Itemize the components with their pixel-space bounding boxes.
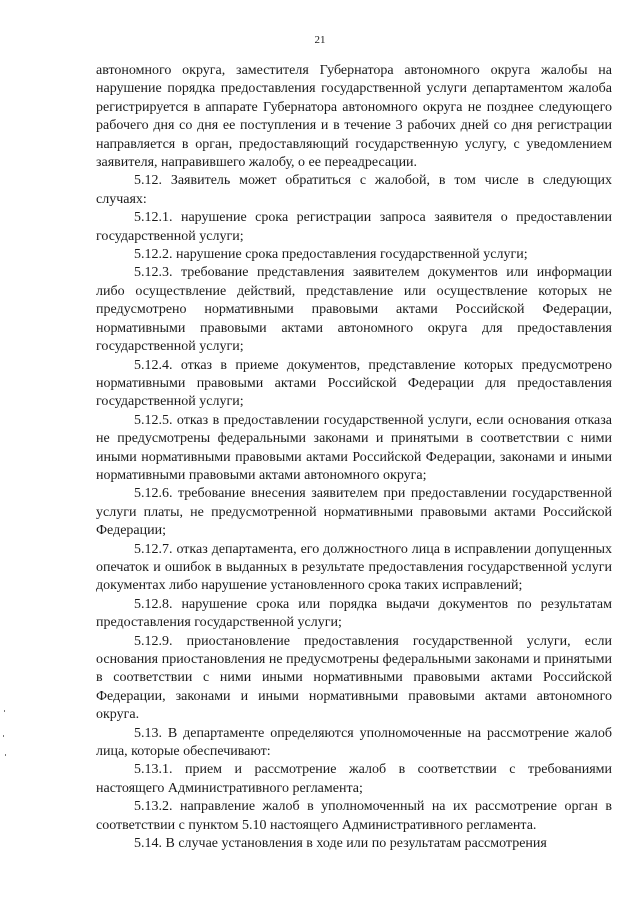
paragraph-continuation: автономного округа, заместителя Губернатора автономного округа жалобы на нарушение порядка предоставления государственной услуги департаментом жалоба регистрируется в аппарате Губернатора автономного округа не позднее следующего рабочего дня со дня ее поступления и в течение 3 рабочих дней со дня регистрации направляется в орган, предоставляющий государственную услугу, с уведомлением заявителя, направившего жалобу, о ее переадресации. xyxy=(96,63,612,171)
paragraph-5-12-7: 5.12.7. отказ департамента, его должностного лица в исправлении допущенных опечаток и ошибок в выданных в результате предоставления государственной услуги документах либо нарушение установленного срока таких исправлений; xyxy=(96,541,612,594)
paragraph-5-12-2: 5.12.2. нарушение срока предоставления государственной услуги; xyxy=(134,247,528,263)
paragraph-5-12-9: 5.12.9. приостановление предоставления государственной услуги, если основания приостановления не предусмотрены федеральными законами и принятыми в соответствии с ними иными нормативными правовыми актами Российской Федерации, законами и иными нормативными правовыми актами автономного округа. xyxy=(96,633,612,723)
paragraph-5-13-1: 5.13.1. прием и рассмотрение жалоб в соответствии с требованиями настоящего Административного регламента; xyxy=(96,762,612,796)
document-body xyxy=(96,62,612,853)
page-number: 21 xyxy=(314,34,326,46)
paragraph-5-12-3: 5.12.3. требование представления заявителем документов или информации либо осуществление действий, представление или осуществление которых не предусмотрено нормативными правовыми актами Российской Федерации, нормативными правовыми актами автономного округа для предоставления государственной услуги; xyxy=(96,265,612,355)
paragraph-5-12-8: 5.12.8. нарушение срока или порядка выдачи документов по результатам предоставления государственной услуги; xyxy=(96,596,612,631)
paragraph-5-12-1: 5.12.1. нарушение срока регистрации запроса заявителя о предоставлении государственной услуги; xyxy=(96,210,612,244)
paragraph-5-12-5: 5.12.5. отказ в предоставлении государственной услуги, если основания отказа не предусмотрены федеральными законами и принятыми в соответствии с ними иными нормативными правовыми актами Российской Федерации, законами и иными нормативными правовыми актами автономного округа; xyxy=(96,412,612,483)
paragraph-5-14: 5.14. В случае установления в ходе или по результатам рассмотрения xyxy=(134,836,547,852)
paragraph-5-13-2: 5.13.2. направление жалоб в уполномоченный на их рассмотрение орган в соответствии с пунктом 5.10 настоящего Административного регламента. xyxy=(96,799,612,833)
scan-speck xyxy=(5,754,6,756)
scan-speck xyxy=(4,710,5,712)
paragraph-5-12-4: 5.12.4. отказ в приеме документов, представление которых предусмотрено нормативными правовыми актами Российской Федерации для предоставления государственной услуги; xyxy=(96,357,612,410)
paragraph-5-13: 5.13. В департаменте определяются уполномоченные на рассмотрение жалоб лица, которые обеспечивают: xyxy=(96,725,612,760)
scan-speck xyxy=(3,735,4,737)
paragraph-5-12-6: 5.12.6. требование внесения заявителем при предоставлении государственной услуги платы, не предусмотренной нормативными правовыми актами Российской Федерации; xyxy=(96,486,612,539)
paragraph-5-12: 5.12. Заявитель может обратиться с жалобой, в том числе в следующих случаях: xyxy=(96,173,612,207)
